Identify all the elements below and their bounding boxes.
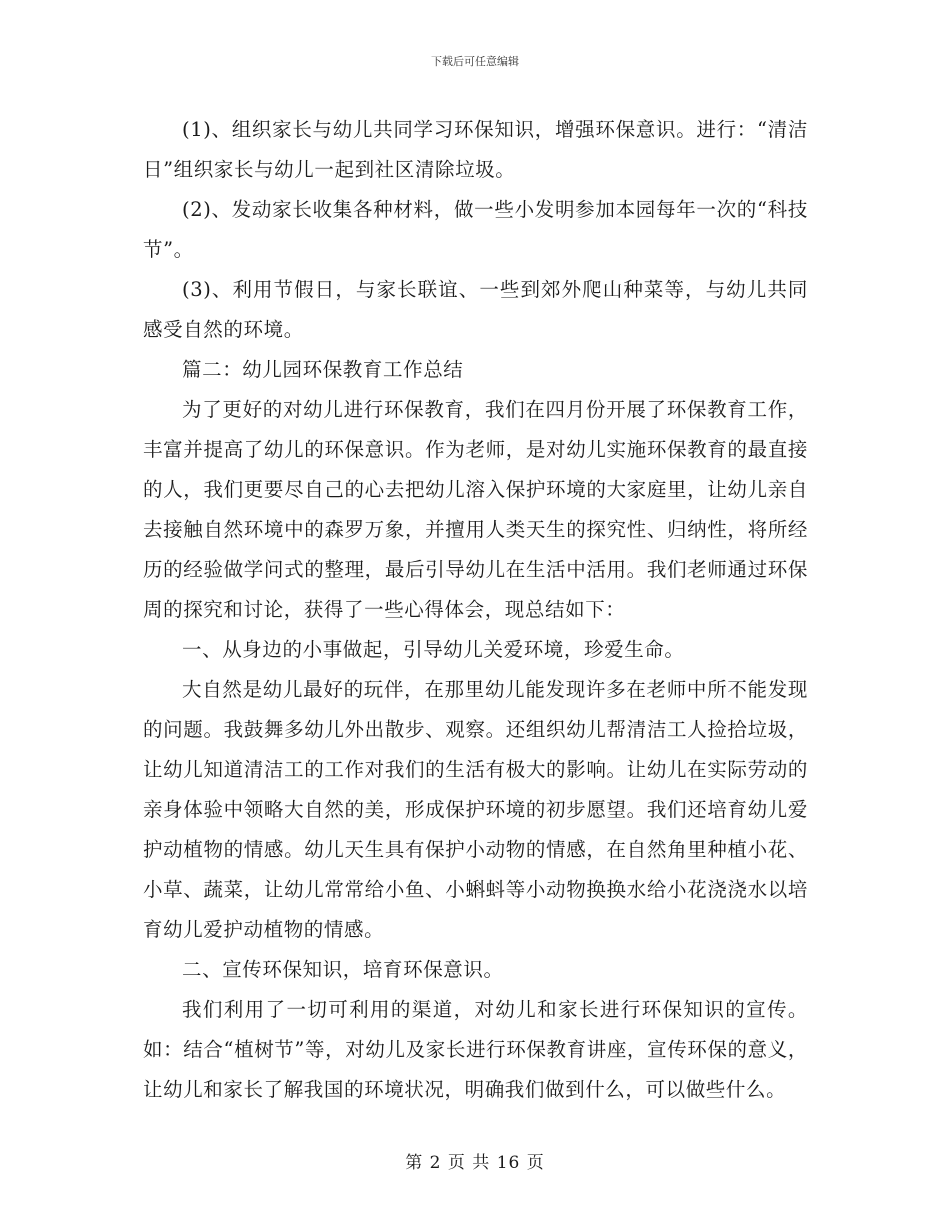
paragraph-activity-3: (3)、利用节假日，与家长联谊、一些到郊外爬山种菜等，与幼儿共同感受自然的环境。 — [143, 278, 808, 341]
heading-point-one: 一、从身边的小事做起，引导幼儿关爱环境，珍爱生命。 — [182, 638, 685, 661]
paragraph-publicity: 我们利用了一切可利用的渠道，对幼儿和家长进行环保知识的宣传。如：结合“植树节”等，对幼儿及家长进行环保教育讲座，宣传环保的意义，让幼儿和家长了解我国的环境状况，明确我们做到什么，可以做些什么。 — [143, 998, 808, 1101]
document-body — [143, 110, 808, 1110]
paragraph-activity-2: (2)、发动家长收集各种材料，做一些小发明参加本园每年一次的“科技节”。 — [143, 198, 808, 261]
page-number-footer: 第 2 页 共 16 页 — [405, 1153, 545, 1173]
heading-point-two: 二、宣传环保知识，培育环保意识。 — [182, 958, 504, 981]
page-header-note: 下载后可任意编辑 — [431, 55, 519, 68]
section-title-part-two: 篇二：幼儿园环保教育工作总结 — [182, 358, 464, 381]
paragraph-intro: 为了更好的对幼儿进行环保教育，我们在四月份开展了环保教育工作，丰富并提高了幼儿的环保意识。作为老师，是对幼儿实施环保教育的最直接的人，我们更要尽自己的心去把幼儿溶入保护环境的大家庭里，让幼儿亲自去接触自然环境中的森罗万象，并擅用人类天生的探究性、归纳性，将所经历的经验做学问式的整理，最后引导幼儿在生活中活用。我们老师通过环保周的探究和讨论，获得了一些心得体会，现总结如下： — [143, 398, 808, 621]
paragraph-activity-1: (1)、组织家长与幼儿共同学习环保知识，增强环保意识。进行：“清洁日”组织家长与幼儿一起到社区清除垃圾。 — [143, 118, 808, 181]
paragraph-nature: 大自然是幼儿最好的玩伴，在那里幼儿能发现许多在老师中所不能发现的问题。我鼓舞多幼儿外出散步、观察。还组织幼儿帮清洁工人捡拾垃圾，让幼儿知道清洁工的工作对我们的生活有极大的影响。让幼儿在实际劳动的亲身体验中领略大自然的美，形成保护环境的初步愿望。我们还培育幼儿爱护动植物的情感。幼儿天生具有保护小动物的情感，在自然角里种植小花、小草、蔬菜，让幼儿常常给小鱼、小蝌蚪等小动物换换水给小花浇浇水以培育幼儿爱护动植物的情感。 — [143, 678, 808, 941]
